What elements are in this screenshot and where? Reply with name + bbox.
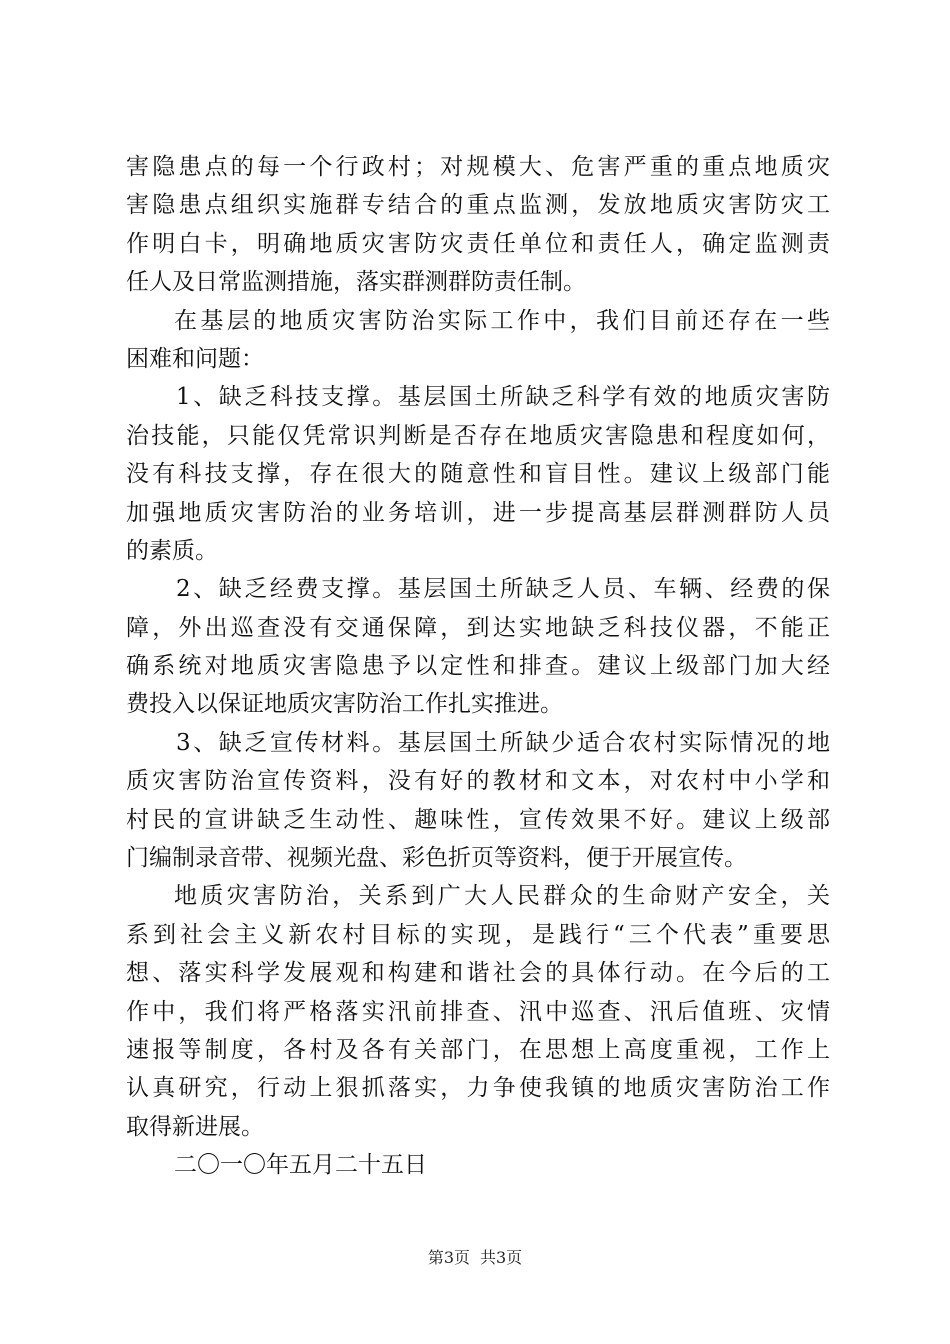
text-line: 取得新进展。 xyxy=(126,1113,264,1140)
date-line: 二〇一〇年五月二十五日 xyxy=(174,1152,427,1179)
page-number: 第3页 xyxy=(427,1248,470,1267)
text-line: 害隐患点组织实施群专结合的重点监测，发放地质灾害防灾工 xyxy=(126,192,830,219)
text-line: 作中，我们将严格落实汛前排查、汛中巡查、汛后值班、灾情 xyxy=(126,998,830,1025)
text-line: 1、缺乏科技支撑。基层国土所缺乏科学有效的地质灾害防 xyxy=(176,384,830,411)
document-body xyxy=(126,148,830,1185)
text-line: 治技能，只能仅凭常识判断是否存在地质灾害隐患和程度如何， xyxy=(126,422,830,449)
text-line: 2、缺乏经费支撑。基层国土所缺乏人员、车辆、经费的保 xyxy=(176,576,830,603)
page-total: 共3页 xyxy=(480,1248,523,1267)
text-line: 的素质。 xyxy=(126,537,218,564)
page-footer xyxy=(0,1248,950,1268)
text-line: 质灾害防治宣传资料，没有好的教材和文本，对农村中小学和 xyxy=(126,768,830,795)
text-line: 费投入以保证地质灾害防治工作扎实推进。 xyxy=(126,691,563,718)
text-line: 在基层的地质灾害防治实际工作中，我们目前还存在一些 xyxy=(174,307,830,334)
text-line: 困难和问题： xyxy=(126,345,264,372)
text-line: 想、落实科学发展观和构建和谐社会的具体行动。在今后的工 xyxy=(126,960,830,987)
text-line: 3、缺乏宣传材料。基层国土所缺少适合农村实际情况的地 xyxy=(176,729,830,756)
text-line: 障，外出巡查没有交通保障，到达实地缺乏科技仪器，不能正 xyxy=(126,614,830,641)
text-line: 门编制录音带、视频光盘、彩色折页等资料，便于开展宣传。 xyxy=(126,845,747,872)
text-line: 认真研究，行动上狠抓落实，力争使我镇的地质灾害防治工作 xyxy=(126,1075,830,1102)
text-line: 作明白卡，明确地质灾害防灾责任单位和责任人，确定监测责 xyxy=(126,230,830,257)
text-line: 没有科技支撑，存在很大的随意性和盲目性。建议上级部门能 xyxy=(126,461,830,488)
text-line: 地质灾害防治，关系到广大人民群众的生命财产安全，关 xyxy=(174,883,830,910)
text-line: 任人及日常监测措施，落实群测群防责任制。 xyxy=(126,269,586,296)
text-line: 确系统对地质灾害隐患予以定性和排查。建议上级部门加大经 xyxy=(126,653,830,680)
text-line: 速报等制度，各村及各有关部门，在思想上高度重视，工作上 xyxy=(126,1036,830,1063)
text-line: 村民的宣讲缺乏生动性、趣味性，宣传效果不好。建议上级部 xyxy=(126,806,830,833)
text-line: 害隐患点的每一个行政村；对规模大、危害严重的重点地质灾 xyxy=(126,154,830,180)
text-line: 加强地质灾害防治的业务培训，进一步提高基层群测群防人员 xyxy=(126,499,830,526)
text-line: 系到社会主义新农村目标的实现，是践行“三个代表”重要思 xyxy=(126,921,830,948)
